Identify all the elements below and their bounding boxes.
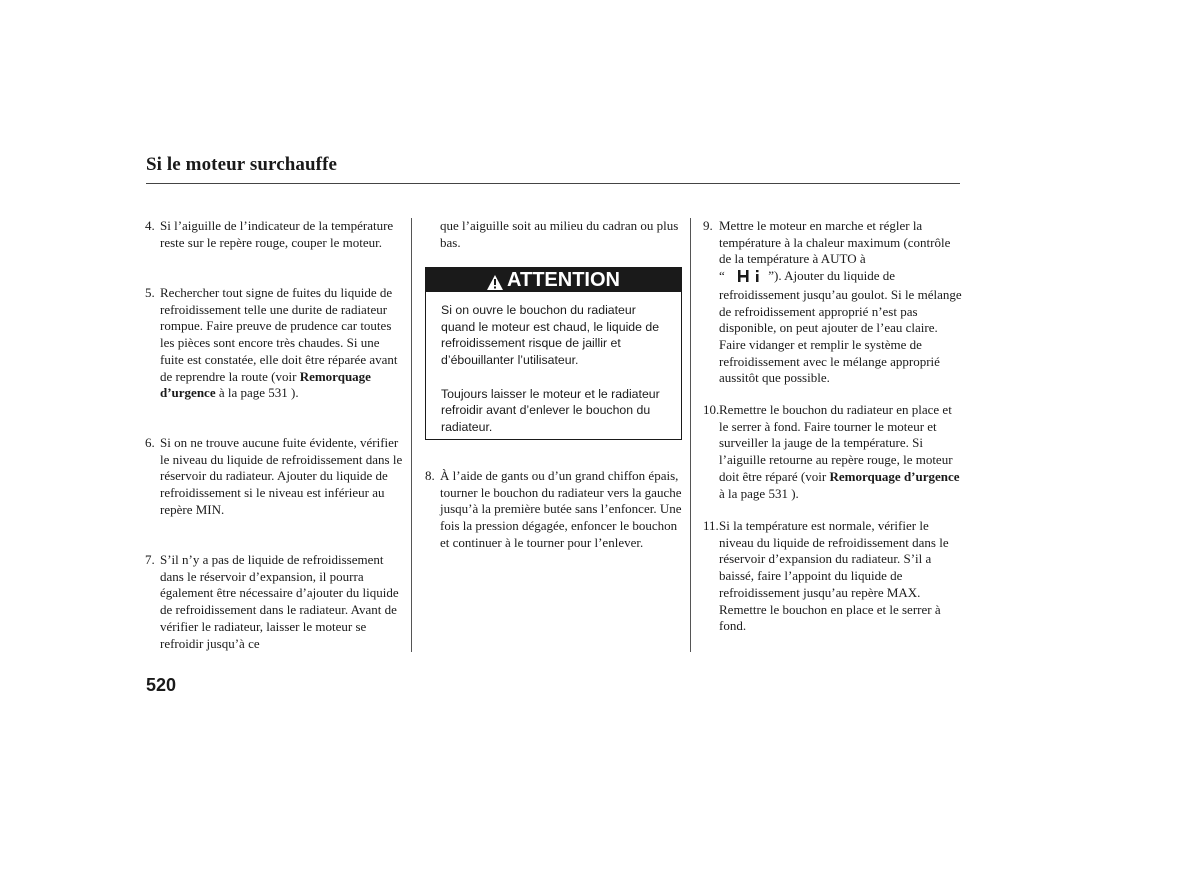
item-text-part: Rechercher tout signe de fuites du liquide de refroidissement telle une durite de radiateur rompue. Faire preuve de prudence car toutes les pièces sont encore très chaudes. Si une fuite est constatée, elle doit être réparée avant de reprendre la route (voir	[160, 285, 398, 384]
warning-paragraph: Toujours laisser le moteur et le radiateur refroidir avant d’enlever le bouchon du radiateur.	[441, 386, 660, 434]
item-text	[719, 402, 963, 502]
title-rule	[146, 183, 960, 184]
warning-paragraph: Si on ouvre le bouchon du radiateur quand le moteur est chaud, le liquide de refroidissement risque de jaillir et d’ébouillanter l’utilisateur.	[441, 303, 660, 368]
column-1	[145, 218, 403, 658]
warning-heading: ATTENTION	[507, 268, 620, 291]
continued-text: que l’aiguille soit au milieu du cadran ou plus bas.	[440, 218, 679, 250]
cross-reference: Remorquage d’urgence	[829, 468, 960, 484]
page-title: Si le moteur surchauffe	[146, 154, 338, 175]
item-text: S’il n’y a pas de liquide de refroidissement dans le réservoir d’expansion, il pourra également être nécessaire d’ajouter du liquide de refroidissement dans le radiateur. Avant de vérifier le radiateur, laisser le moteur se refroidir jusqu’à ce	[160, 552, 399, 651]
item-number: 8.	[425, 468, 435, 483]
item-text-part: Remettre le bouchon du radiateur en place et le serrer à fond. Faire tourner le moteur et surveiller la jauge de la température. Si l’aiguille retourne au repère rouge, le moteur doit être réparé (voir	[719, 402, 953, 484]
item-text-part: ”). Ajouter du liquide de refroidissement jusqu’au goulot. Si le mélange de refroidissement approprié n’est pas disponible, on peut ajouter de l’eau claire. Faire vidanger et remplir le système de refroidissement avec le mélange approprié aussitôt que possible.	[719, 268, 962, 386]
column-3	[703, 218, 963, 658]
item-text: À l’aide de gants ou d’un grand chiffon épais, tourner le bouchon du radiateur vers la gauche jusqu’à la première butée sans l’enfoncer. Une fois la pression dégagée, enfoncer le bouchon et continuer à le tourner pour l’enlever.	[440, 468, 682, 550]
column-divider-right	[690, 218, 691, 652]
item-number: 10.	[703, 402, 720, 417]
warning-body	[426, 292, 681, 436]
cross-reference: Remorquage d’urgence	[160, 368, 371, 401]
item-text: Si on ne trouve aucune fuite évidente, vérifier le niveau du liquide de refroidissement dans le réservoir du radiateur. Ajouter du liquide de refroidissement si le niveau est inférieur au repère MIN.	[160, 435, 403, 517]
warning-box	[425, 267, 682, 440]
column-divider-left	[411, 218, 412, 652]
item-text	[160, 285, 403, 402]
item-number: 6.	[145, 435, 155, 450]
item-text: Si la température est normale, vérifier le niveau du liquide de refroidissement dans le réservoir d’expansion du radiateur. S’il a baissé, faire l’appoint du liquide de refroidissement jusqu’au repère MAX. Remettre le bouchon en place et le serrer à fond.	[719, 518, 949, 634]
item-text-part: à la page 531 ).	[719, 485, 799, 501]
page-number: 520	[146, 675, 177, 695]
item-text	[719, 218, 963, 387]
item-number: 5.	[145, 285, 155, 300]
hi-display-icon	[738, 270, 762, 287]
item-number: 4.	[145, 218, 155, 233]
item-text-part: Mettre le moteur en marche et régler la température à la chaleur maximum (contrôle de la température à AUTO à	[719, 218, 951, 267]
warning-triangle-icon	[487, 273, 503, 288]
item-text-part: à la page 531 ).	[215, 385, 299, 401]
item-number: 7.	[145, 552, 155, 567]
item-number: 9.	[703, 218, 713, 233]
item-number: 11.	[703, 518, 719, 533]
item-text-part: “	[719, 268, 725, 284]
warning-header	[426, 268, 681, 292]
item-text: Si l’aiguille de l’indicateur de la température reste sur le repère rouge, couper le moteur.	[160, 218, 394, 250]
